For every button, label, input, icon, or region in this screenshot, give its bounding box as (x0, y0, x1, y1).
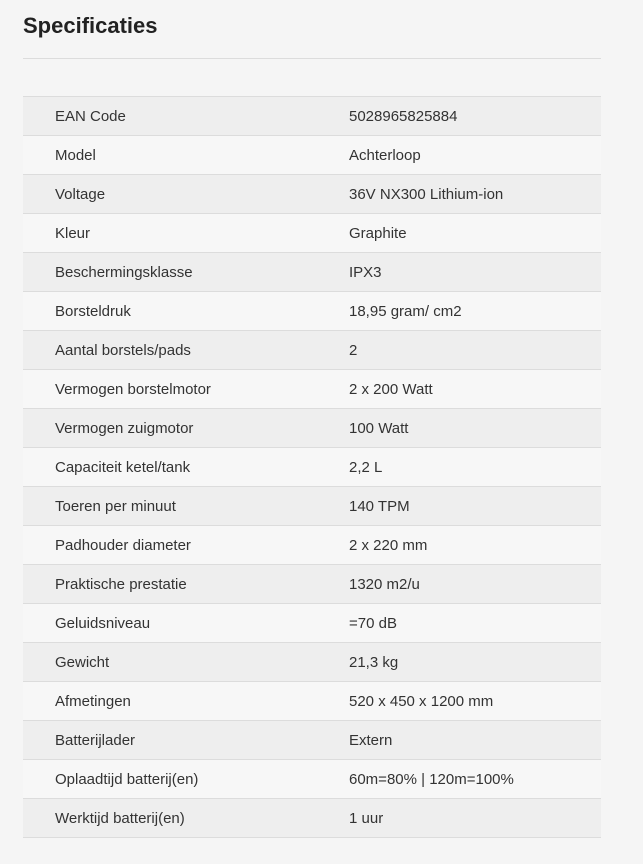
table-row (23, 253, 601, 292)
spec-label: EAN Code (23, 97, 349, 136)
spec-value: =70 dB (349, 604, 601, 643)
spec-label: Toeren per minuut (23, 487, 349, 526)
spec-label: Borsteldruk (23, 292, 349, 331)
table-row (23, 760, 601, 799)
spec-label: Oplaadtijd batterij(en) (23, 760, 349, 799)
table-row (23, 370, 601, 409)
title-divider (23, 58, 601, 59)
section-title: Specificaties (23, 13, 158, 38)
spec-label: Beschermingsklasse (23, 253, 349, 292)
table-row (23, 526, 601, 565)
spec-value: 2,2 L (349, 448, 601, 487)
spec-value: 2 (349, 331, 601, 370)
spec-value: 21,3 kg (349, 643, 601, 682)
table-row (23, 682, 601, 721)
spec-value: Graphite (349, 214, 601, 253)
spec-value: 1 uur (349, 799, 601, 838)
spec-value: Extern (349, 721, 601, 760)
table-row (23, 487, 601, 526)
table-row (23, 97, 601, 136)
table-row (23, 643, 601, 682)
table-row (23, 175, 601, 214)
spec-value: Achterloop (349, 136, 601, 175)
spec-value: 100 Watt (349, 409, 601, 448)
spec-label: Capaciteit ketel/tank (23, 448, 349, 487)
spec-label: Vermogen borstelmotor (23, 370, 349, 409)
spec-value: 18,95 gram/ cm2 (349, 292, 601, 331)
spec-value: 5028965825884 (349, 97, 601, 136)
table-row (23, 409, 601, 448)
spec-value: 520 x 450 x 1200 mm (349, 682, 601, 721)
spec-value: 2 x 220 mm (349, 526, 601, 565)
spec-value: 1320 m2/u (349, 565, 601, 604)
spec-label: Praktische prestatie (23, 565, 349, 604)
table-row (23, 136, 601, 175)
spec-value: 2 x 200 Watt (349, 370, 601, 409)
spec-value: 140 TPM (349, 487, 601, 526)
spec-label: Kleur (23, 214, 349, 253)
spec-label: Aantal borstels/pads (23, 331, 349, 370)
spec-label: Padhouder diameter (23, 526, 349, 565)
specifications-table (23, 96, 601, 838)
spec-label: Geluidsniveau (23, 604, 349, 643)
spec-label: Werktijd batterij(en) (23, 799, 349, 838)
table-row (23, 721, 601, 760)
table-row (23, 565, 601, 604)
table-row (23, 604, 601, 643)
spec-label: Gewicht (23, 643, 349, 682)
table-row (23, 292, 601, 331)
table-row (23, 331, 601, 370)
table-row (23, 448, 601, 487)
spec-label: Afmetingen (23, 682, 349, 721)
table-row (23, 214, 601, 253)
spec-label: Model (23, 136, 349, 175)
spec-label: Vermogen zuigmotor (23, 409, 349, 448)
spec-value: IPX3 (349, 253, 601, 292)
spec-value: 36V NX300 Lithium-ion (349, 175, 601, 214)
table-row (23, 799, 601, 838)
spec-label: Voltage (23, 175, 349, 214)
spec-value: 60m=80% | 120m=100% (349, 760, 601, 799)
spec-label: Batterijlader (23, 721, 349, 760)
